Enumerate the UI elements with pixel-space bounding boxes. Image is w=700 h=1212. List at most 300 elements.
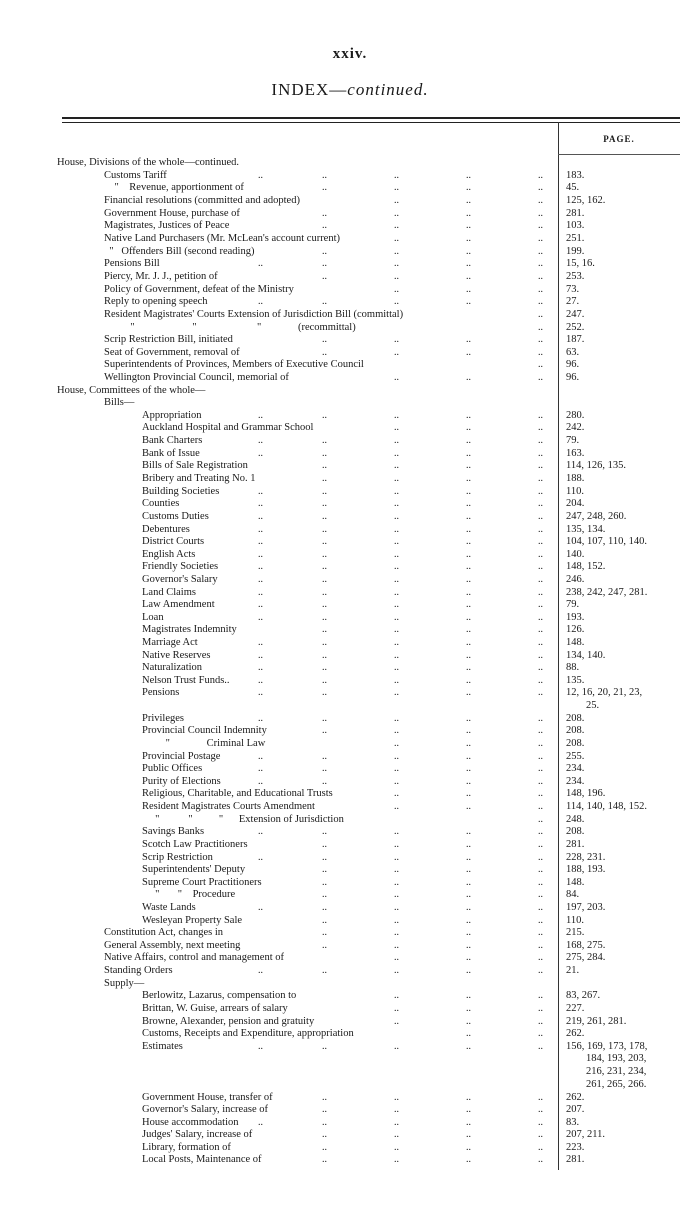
leader-dots: ..	[466, 650, 471, 661]
entry-label: Resident Magistrates' Courts Extension of Jurisdiction Bill (committal)	[104, 309, 404, 320]
entry-label: Debentures	[142, 524, 190, 535]
entry-pages: 183.	[566, 170, 585, 181]
entry-label: Bills of Sale Registration	[142, 460, 248, 471]
leader-dots: ..	[538, 334, 543, 345]
leader-dots: ..	[258, 776, 263, 787]
index-entry	[0, 1079, 700, 1091]
entry-label: Counties	[142, 498, 180, 509]
leader-dots: ..	[258, 612, 263, 623]
leader-dots: ..	[466, 675, 471, 686]
leader-dots: ..	[322, 763, 327, 774]
leader-dots: ..	[258, 902, 263, 913]
leader-dots: ..	[322, 1104, 327, 1115]
entry-label: Governor's Salary	[142, 574, 218, 585]
index-entry	[0, 776, 700, 788]
leader-dots: ..	[394, 965, 399, 976]
entry-label: Provincial Council Indemnity	[142, 725, 267, 736]
leader-dots: ..	[394, 410, 399, 421]
leader-dots: ..	[322, 208, 327, 219]
entry-pages: 148.	[566, 877, 585, 888]
leader-dots: ..	[394, 549, 399, 560]
entry-pages: 219, 261, 281.	[566, 1016, 627, 1027]
index-entry	[0, 902, 700, 914]
entry-label: Law Amendment	[142, 599, 215, 610]
leader-dots: ..	[394, 776, 399, 787]
entry-pages: 208.	[566, 725, 585, 736]
leader-dots: ..	[322, 889, 327, 900]
entry-pages: 208.	[566, 826, 585, 837]
entry-label: Naturalization	[142, 662, 203, 673]
leader-dots: ..	[466, 208, 471, 219]
leader-dots: ..	[322, 650, 327, 661]
entry-pages: 187.	[566, 334, 585, 345]
index-entry	[0, 725, 700, 737]
leader-dots: ..	[322, 675, 327, 686]
entry-label: " " " (recommittal)	[104, 322, 356, 333]
entry-label: Pensions	[142, 687, 180, 698]
entry-label: Bank of Issue	[142, 448, 200, 459]
leader-dots: ..	[322, 410, 327, 421]
leader-dots: ..	[538, 675, 543, 686]
leader-dots: ..	[538, 788, 543, 799]
leader-dots: ..	[258, 561, 263, 572]
leader-dots: ..	[466, 448, 471, 459]
leader-dots: ..	[322, 1154, 327, 1165]
leader-dots: ..	[258, 599, 263, 610]
entry-pages: 207, 211.	[566, 1129, 605, 1140]
leader-dots: ..	[538, 1041, 543, 1052]
leader-dots: ..	[322, 1041, 327, 1052]
leader-dots: ..	[322, 751, 327, 762]
leader-dots: ..	[258, 751, 263, 762]
index-entry	[0, 246, 700, 258]
leader-dots: ..	[322, 258, 327, 269]
leader-dots: ..	[322, 334, 327, 345]
index-entry	[0, 220, 700, 232]
leader-dots: ..	[538, 738, 543, 749]
leader-dots: ..	[394, 650, 399, 661]
entry-label: House accommodation	[142, 1117, 239, 1128]
entry-pages: 262.	[566, 1028, 585, 1039]
entry-pages: 135.	[566, 675, 585, 686]
leader-dots: ..	[538, 725, 543, 736]
leader-dots: ..	[322, 612, 327, 623]
leader-dots: ..	[258, 826, 263, 837]
leader-dots: ..	[466, 776, 471, 787]
index-entry	[0, 309, 700, 321]
page-column-header-rule	[558, 154, 680, 155]
entry-label: House, Committees of the whole—	[57, 385, 206, 396]
leader-dots: ..	[466, 1104, 471, 1115]
leader-dots: ..	[322, 220, 327, 231]
index-entry	[0, 385, 700, 397]
entry-pages: 223.	[566, 1142, 585, 1153]
leader-dots: ..	[258, 170, 263, 181]
entry-label: Supply—	[104, 978, 145, 989]
entry-label: Supreme Court Practitioners	[142, 877, 262, 888]
leader-dots: ..	[322, 713, 327, 724]
index-entry	[0, 347, 700, 359]
leader-dots: ..	[258, 511, 263, 522]
leader-dots: ..	[538, 952, 543, 963]
leader-dots: ..	[466, 915, 471, 926]
index-entry	[0, 675, 700, 687]
entry-label: Policy of Government, defeat of the Ministry	[104, 284, 294, 295]
leader-dots: ..	[322, 536, 327, 547]
leader-dots: ..	[322, 296, 327, 307]
entry-label: Customs Tariff	[104, 170, 167, 181]
leader-dots: ..	[394, 296, 399, 307]
leader-dots: ..	[466, 524, 471, 535]
index-entry	[0, 511, 700, 523]
leader-dots: ..	[322, 965, 327, 976]
leader-dots: ..	[394, 877, 399, 888]
entry-label: Brittan, W. Guise, arrears of salary	[142, 1003, 288, 1014]
leader-dots: ..	[466, 612, 471, 623]
entry-label: English Acts	[142, 549, 196, 560]
leader-dots: ..	[466, 990, 471, 1001]
leader-dots: ..	[466, 801, 471, 812]
leader-dots: ..	[394, 952, 399, 963]
leader-dots: ..	[538, 347, 543, 358]
entry-pages: 246.	[566, 574, 585, 585]
index-entry	[0, 1003, 700, 1015]
leader-dots: ..	[394, 233, 399, 244]
index-entry	[0, 460, 700, 472]
entry-pages: 227.	[566, 1003, 585, 1014]
leader-dots: ..	[394, 612, 399, 623]
leader-dots: ..	[322, 587, 327, 598]
entry-label: Nelson Trust Funds..	[142, 675, 230, 686]
leader-dots: ..	[258, 258, 263, 269]
leader-dots: ..	[538, 1016, 543, 1027]
index-entry	[0, 826, 700, 838]
entry-pages: 251.	[566, 233, 585, 244]
leader-dots: ..	[258, 965, 263, 976]
leader-dots: ..	[538, 1154, 543, 1165]
leader-dots: ..	[538, 284, 543, 295]
leader-dots: ..	[466, 1028, 471, 1039]
leader-dots: ..	[466, 549, 471, 560]
leader-dots: ..	[258, 296, 263, 307]
leader-dots: ..	[538, 372, 543, 383]
entry-pages: 27.	[566, 296, 580, 307]
entry-label: Native Reserves	[142, 650, 211, 661]
leader-dots: ..	[466, 1117, 471, 1128]
leader-dots: ..	[538, 473, 543, 484]
leader-dots: ..	[538, 296, 543, 307]
leader-dots: ..	[466, 637, 471, 648]
index-entry	[0, 473, 700, 485]
index-entry	[0, 700, 700, 712]
entry-pages: 207.	[566, 1104, 585, 1115]
leader-dots: ..	[466, 296, 471, 307]
entry-label: Building Societies	[142, 486, 220, 497]
index-entry	[0, 448, 700, 460]
entry-pages: 140.	[566, 549, 585, 560]
leader-dots: ..	[466, 902, 471, 913]
leader-dots: ..	[538, 574, 543, 585]
entry-label: Savings Banks	[142, 826, 205, 837]
leader-dots: ..	[538, 965, 543, 976]
entry-label: Friendly Societies	[142, 561, 219, 572]
entry-label: Public Offices	[142, 763, 203, 774]
leader-dots: ..	[322, 498, 327, 509]
leader-dots: ..	[258, 486, 263, 497]
leader-dots: ..	[322, 852, 327, 863]
leader-dots: ..	[466, 725, 471, 736]
entry-label: Governor's Salary, increase of	[142, 1104, 268, 1115]
leader-dots: ..	[322, 170, 327, 181]
entry-label: Marriage Act	[142, 637, 198, 648]
leader-dots: ..	[322, 1117, 327, 1128]
index-entry	[0, 990, 700, 1002]
leader-dots: ..	[322, 271, 327, 282]
leader-dots: ..	[538, 1142, 543, 1153]
leader-dots: ..	[538, 195, 543, 206]
leader-dots: ..	[538, 1028, 543, 1039]
index-entry	[0, 965, 700, 977]
entry-label: Magistrates Indemnity	[142, 624, 237, 635]
entry-label: Browne, Alexander, pension and gratuity	[142, 1016, 315, 1027]
index-entry	[0, 498, 700, 510]
leader-dots: ..	[258, 498, 263, 509]
leader-dots: ..	[394, 574, 399, 585]
leader-dots: ..	[466, 1142, 471, 1153]
leader-dots: ..	[538, 233, 543, 244]
entry-label: Bills—	[104, 397, 135, 408]
leader-dots: ..	[322, 637, 327, 648]
leader-dots: ..	[322, 687, 327, 698]
leader-dots: ..	[538, 1003, 543, 1014]
leader-dots: ..	[538, 1117, 543, 1128]
leader-dots: ..	[466, 1154, 471, 1165]
leader-dots: ..	[466, 334, 471, 345]
index-entry	[0, 1092, 700, 1104]
index-entry	[0, 952, 700, 964]
leader-dots: ..	[466, 1016, 471, 1027]
index-entry	[0, 271, 700, 283]
leader-dots: ..	[538, 612, 543, 623]
leader-dots: ..	[538, 687, 543, 698]
title-main: INDEX—	[271, 80, 348, 99]
index-entry	[0, 1066, 700, 1078]
leader-dots: ..	[538, 877, 543, 888]
entry-label: Estimates	[142, 1041, 183, 1052]
leader-dots: ..	[538, 650, 543, 661]
leader-dots: ..	[466, 599, 471, 610]
entry-pages: 204.	[566, 498, 585, 509]
leader-dots: ..	[466, 927, 471, 938]
entry-pages: 184, 193, 203,	[586, 1053, 647, 1064]
index-entry	[0, 940, 700, 952]
leader-dots: ..	[322, 662, 327, 673]
leader-dots: ..	[258, 713, 263, 724]
leader-dots: ..	[538, 549, 543, 560]
entry-pages: 248.	[566, 814, 585, 825]
leader-dots: ..	[538, 940, 543, 951]
entry-label: Land Claims	[142, 587, 196, 598]
entry-pages: 208.	[566, 713, 585, 724]
index-entry	[0, 410, 700, 422]
leader-dots: ..	[394, 788, 399, 799]
leader-dots: ..	[394, 170, 399, 181]
leader-dots: ..	[466, 271, 471, 282]
index-entry	[0, 687, 700, 699]
leader-dots: ..	[538, 220, 543, 231]
leader-dots: ..	[466, 952, 471, 963]
leader-dots: ..	[322, 448, 327, 459]
leader-dots: ..	[394, 486, 399, 497]
entry-label: " Revenue, apportionment of	[104, 182, 244, 193]
leader-dots: ..	[466, 182, 471, 193]
leader-dots: ..	[538, 751, 543, 762]
leader-dots: ..	[394, 334, 399, 345]
leader-dots: ..	[322, 776, 327, 787]
leader-dots: ..	[466, 751, 471, 762]
leader-dots: ..	[466, 763, 471, 774]
leader-dots: ..	[258, 410, 263, 421]
leader-dots: ..	[394, 713, 399, 724]
entry-pages: 114, 140, 148, 152.	[566, 801, 647, 812]
leader-dots: ..	[466, 852, 471, 863]
leader-dots: ..	[322, 915, 327, 926]
index-entry	[0, 915, 700, 927]
leader-dots: ..	[258, 536, 263, 547]
entry-pages: 45.	[566, 182, 580, 193]
leader-dots: ..	[538, 1104, 543, 1115]
leader-dots: ..	[394, 498, 399, 509]
leader-dots: ..	[394, 422, 399, 433]
entry-pages: 281.	[566, 1154, 585, 1165]
entry-label: Library, formation of	[142, 1142, 231, 1153]
entry-pages: 73.	[566, 284, 580, 295]
leader-dots: ..	[466, 864, 471, 875]
index-entry	[0, 751, 700, 763]
leader-dots: ..	[394, 889, 399, 900]
leader-dots: ..	[394, 1154, 399, 1165]
leader-dots: ..	[322, 902, 327, 913]
entry-pages: 197, 203.	[566, 902, 606, 913]
leader-dots: ..	[538, 536, 543, 547]
entry-pages: 253.	[566, 271, 585, 282]
leader-dots: ..	[466, 574, 471, 585]
leader-dots: ..	[538, 801, 543, 812]
index-entry	[0, 284, 700, 296]
entry-pages: 104, 107, 110, 140.	[566, 536, 647, 547]
leader-dots: ..	[466, 170, 471, 181]
leader-dots: ..	[466, 713, 471, 724]
entry-label: Scotch Law Practitioners	[142, 839, 248, 850]
index-entry	[0, 561, 700, 573]
entry-label: Waste Lands	[142, 902, 196, 913]
index-entry	[0, 435, 700, 447]
leader-dots: ..	[322, 435, 327, 446]
index-entry	[0, 195, 700, 207]
leader-dots: ..	[258, 1117, 263, 1128]
leader-dots: ..	[258, 687, 263, 698]
entry-pages: 12, 16, 20, 21, 23,	[566, 687, 643, 698]
entry-pages: 79.	[566, 599, 580, 610]
entry-label: Privileges	[142, 713, 184, 724]
entry-label: Berlowitz, Lazarus, compensation to	[142, 990, 297, 1001]
leader-dots: ..	[322, 839, 327, 850]
index-entry	[0, 397, 700, 409]
leader-dots: ..	[394, 448, 399, 459]
entry-pages: 110.	[566, 486, 584, 497]
leader-dots: ..	[258, 574, 263, 585]
header-rule-thick	[62, 117, 680, 119]
leader-dots: ..	[538, 763, 543, 774]
leader-dots: ..	[394, 801, 399, 812]
leader-dots: ..	[258, 1041, 263, 1052]
leader-dots: ..	[538, 460, 543, 471]
leader-dots: ..	[466, 1092, 471, 1103]
index-entry	[0, 322, 700, 334]
leader-dots: ..	[538, 246, 543, 257]
entry-pages: 21.	[566, 965, 580, 976]
leader-dots: ..	[466, 788, 471, 799]
leader-dots: ..	[538, 359, 543, 370]
entry-pages: 281.	[566, 839, 585, 850]
leader-dots: ..	[322, 486, 327, 497]
entry-label: " " Procedure	[142, 889, 236, 900]
entry-label: Bribery and Treating No. 1	[142, 473, 256, 484]
entry-label: General Assembly, next meeting	[104, 940, 241, 951]
index-entry	[0, 233, 700, 245]
leader-dots: ..	[466, 561, 471, 572]
leader-dots: ..	[538, 902, 543, 913]
leader-dots: ..	[466, 284, 471, 295]
leader-dots: ..	[258, 435, 263, 446]
leader-dots: ..	[394, 826, 399, 837]
leader-dots: ..	[394, 372, 399, 383]
leader-dots: ..	[394, 587, 399, 598]
leader-dots: ..	[394, 1003, 399, 1014]
index-entry	[0, 877, 700, 889]
leader-dots: ..	[466, 435, 471, 446]
entry-label: Pensions Bill	[104, 258, 160, 269]
entry-pages: 83, 267.	[566, 990, 601, 1001]
leader-dots: ..	[466, 687, 471, 698]
leader-dots: ..	[394, 246, 399, 257]
index-entry	[0, 852, 700, 864]
leader-dots: ..	[394, 763, 399, 774]
entry-label: Appropriation	[142, 410, 202, 421]
entry-pages: 228, 231.	[566, 852, 606, 863]
index-entry	[0, 486, 700, 498]
index-entry	[0, 662, 700, 674]
leader-dots: ..	[322, 524, 327, 535]
entry-pages: 156, 169, 173, 178,	[566, 1041, 648, 1052]
entry-pages: 281.	[566, 208, 585, 219]
entry-pages: 96.	[566, 359, 580, 370]
entry-pages: 275, 284.	[566, 952, 606, 963]
leader-dots: ..	[394, 347, 399, 358]
entry-label: Bank Charters	[142, 435, 203, 446]
leader-dots: ..	[466, 498, 471, 509]
leader-dots: ..	[394, 915, 399, 926]
leader-dots: ..	[466, 1129, 471, 1140]
page-title	[0, 80, 700, 100]
leader-dots: ..	[394, 1129, 399, 1140]
entry-pages: 96.	[566, 372, 580, 383]
leader-dots: ..	[538, 852, 543, 863]
index-entry	[0, 637, 700, 649]
leader-dots: ..	[322, 182, 327, 193]
leader-dots: ..	[466, 246, 471, 257]
entry-pages: 114, 126, 135.	[566, 460, 626, 471]
